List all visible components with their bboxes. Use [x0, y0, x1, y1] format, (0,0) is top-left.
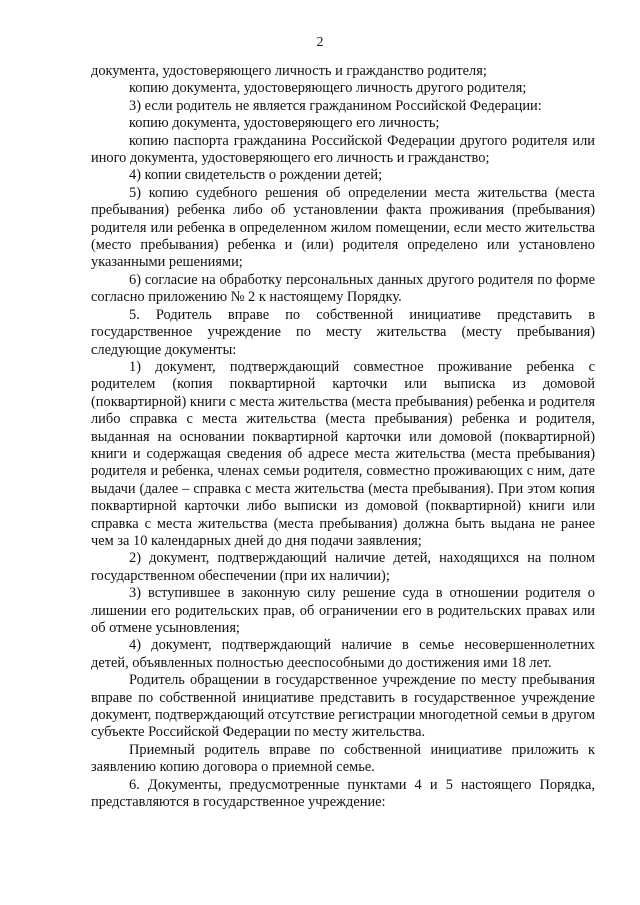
- document-body: [91, 63, 595, 811]
- paragraph: 6. Документы, предусмотренные пунктами 4 и 5 настоящего Порядка, представляются в государственное учреждение:: [91, 776, 595, 811]
- paragraph: 5) копию судебного решения об определении места жительства (места пребывания) ребенка либо об установлении факта проживания (пребывания) родителя или ребенка в определенном жилом помещении, если место жительства (место пребывания) ребенка и (или) родителя определено или установлено указанными решениями;: [91, 184, 595, 271]
- paragraph: Приемный родитель вправе по собственной инициативе приложить к заявлению копию договора о приемной семье.: [91, 741, 595, 776]
- paragraph: 2) документ, подтверждающий наличие детей, находящихся на полном государственном обеспечении (при их наличии);: [91, 550, 595, 584]
- paragraph: 5. Родитель вправе по собственной инициативе представить в государственное учреждение по месту жительства (месту пребывания) следующие документы:: [91, 306, 595, 358]
- paragraph: копию паспорта гражданина Российской Федерации другого родителя или иного документа, удостоверяющего его личность и гражданство;: [91, 132, 595, 167]
- paragraph: документа, удостоверяющего личность и гражданство родителя;: [91, 63, 487, 79]
- paragraph: 3) если родитель не является гражданином Российской Федерации:: [129, 97, 542, 114]
- paragraph: 1) документ, подтверждающий совместное проживание ребенка с родителем (копия поквартирной карточки или выписка из домовой (поквартирной) книги с места жительства (места пребывания) ребенка и родителя либо справка с места жительства (места пребывания) ребенка и родителя, выданная на основании поквартирной карточки или домовой (поквартирной) книги и содержащая сведения об адресе места жительства (места пребывания) родителя и ребенка, членах семьи родителя, совместно проживающих с ним, дате выдачи (далее – справка с места жительства (места пребывания). При этом копия поквартирной карточки либо выписки из домовой (поквартирной) книги или справка с места жительства (места пребывания) должна быть выдана не ранее чем за 10 календарных дней до дня подачи заявления;: [91, 358, 595, 549]
- paragraph: 4) копии свидетельств о рождении детей;: [129, 167, 383, 184]
- page-number: 2: [316, 35, 324, 50]
- paragraph: копию документа, удостоверяющего личность другого родителя;: [129, 80, 527, 97]
- paragraph: 3) вступившее в законную силу решение суда в отношении родителя о лишении его родительских прав, об ограничении его в родительских правах или об отмене усыновления;: [91, 585, 595, 636]
- paragraph: Родитель обращении в государственное учреждение по месту пребывания вправе по собственной инициативе представить в государственное учреждение документ, подтверждающий отсутствие регистрации многодетной семьи в другом субъекте Российской Федерации по месту жительства.: [91, 672, 595, 741]
- paragraph: 4) документ, подтверждающий наличие в семье несовершеннолетних детей, объявленных полностью дееспособными до достижения ими 18 лет.: [91, 637, 595, 671]
- paragraph: 6) согласие на обработку персональных данных другого родителя по форме согласно приложению № 2 к настоящему Порядку.: [91, 271, 595, 306]
- paragraph: копию документа, удостоверяющего его личность;: [129, 115, 440, 132]
